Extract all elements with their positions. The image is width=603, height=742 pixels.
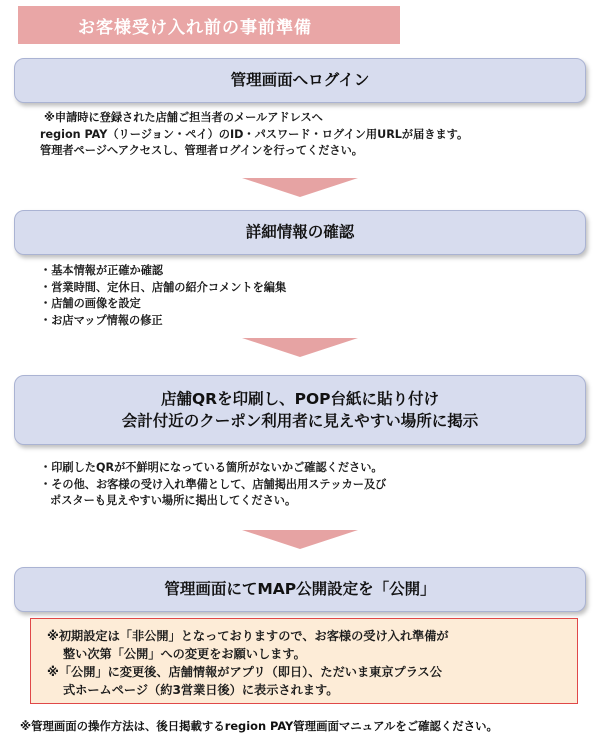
step-4-box [14,567,586,612]
step-4-title: 管理画面にてMAP公開設定を「公開」 [164,580,436,599]
step-3-title-line-2: 会計付近のクーポン利用者に見えやすい場所に掲示 [121,412,479,430]
important-note-line: ※「公開」に変更後、店舗情報がアプリ（即日）、ただいま東京プラス公 [47,665,442,679]
step-1-note: 管理者ページへアクセスし、管理者ログインを行ってください。 [40,144,363,157]
step-3-title-line-1: 店舗QRを印刷し、POP台紙に貼り付け [160,389,439,408]
step-1-note: region PAY（リージョン・ペイ）のID・パスワード・ログイン用URLが届きます。 [40,127,469,141]
step-2-note: ・お店マップ情報の修正 [40,313,163,327]
step-1-title: 管理画面へログイン [230,71,370,90]
important-note [30,618,578,704]
step-2-notes [40,263,580,329]
step-1-notes [40,110,580,160]
step-3-notes [40,460,580,510]
step-2-note: ・営業時間、定休日、店舗の紹介コメントを編集 [40,280,287,294]
step-1-box [14,58,586,103]
step-3-note: ・印刷したQRが不鮮明になっている箇所がないかご確認ください。 [40,461,383,474]
step-1-note: ※申請時に登録された店舗ご担当者のメールアドレスへ [44,111,323,124]
page-title: お客様受け入れ前の事前準備 [18,6,400,44]
important-note-line: 式ホームページ（約3営業日後）に表示されます。 [63,683,339,697]
important-note-line: 整い次第「公開」への変更をお願いします。 [63,647,306,661]
step-2-title: 詳細情報の確認 [245,223,355,242]
step-3-note: ポスターも見えやすい場所に掲出してください。 [50,494,297,507]
flow-arrow-1 [242,178,358,197]
footer-note: ※管理画面の操作方法は、後日掲載するregion PAY管理画面マニュアルをご確認ください。 [20,719,498,733]
step-3-box [14,375,586,445]
flow-arrow-3 [242,530,358,549]
step-2-note: ・店舗の画像を設定 [40,297,141,310]
step-2-box [14,210,586,255]
step-2-note: ・基本情報が正確か確認 [40,264,164,277]
flow-arrow-2 [242,338,358,357]
step-3-note: ・その他、お客様の受け入れ準備として、店舗掲出用ステッカー及び [40,477,387,491]
important-note-line: ※初期設定は「非公開」となっておりますので、お客様の受け入れ準備が [47,629,449,643]
